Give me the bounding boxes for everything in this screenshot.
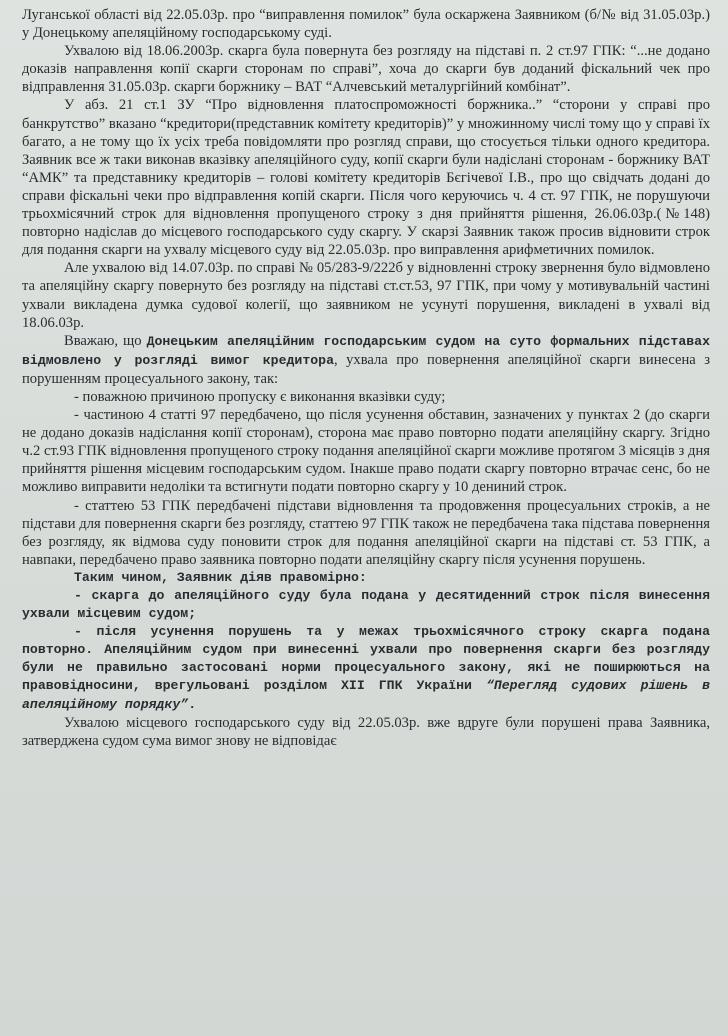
paragraph-continuation: Луганської області від 22.05.03р. про “виправлення помилок” була оскаржена Заявником (б/№ від 31.05.03р.) у Донецькому апеляційному господарському суді. xyxy=(22,7,710,42)
conclusion-end: , ухвала про повернення апеляційної скарги винесена з порушенням процесуального закону, так: xyxy=(22,351,710,387)
paragraph-ruling-18-06: Ухвалою від 18.06.2003р. скарга була повернута без розгляду на підставі п. 2 ст.97 ГПК: “...не додано доказів направлення копії скарги сторонам по справі”, хоча до скарги був доданий фіскальний чек про відправлення 31.05.03р. скарги боржнику – ВАТ “Алчевський металургійний комбінат”. xyxy=(22,43,710,96)
bold-summary-point-1: - скарга до апеляційного суду була подана у десятиденний строк після винесення ухвали місцевим судом; xyxy=(22,588,710,622)
list-item-reason-2: - частиною 4 статті 97 передбачено, що після усунення обставин, зазначених у пунктах 2 (до скарги не додано доказів надіслання копії сторонам), сторона має право повторно подати апеляційну скаргу. Згідно ч.2 ст.93 ГПК відновлення пропущеного строку подання апеляційної скарги можливе протягом 3 місяців з дня прийняття рішення місцевим господарським судом. Інакше право подати скаргу повторно втрачає сенс, бо не можливо виправити недоліки та встигнути подати повторно скаргу у 10 дениний строк. xyxy=(22,407,710,496)
list-item-reason-1: - поважною причиною пропуску є виконання вказівки суду; xyxy=(74,388,446,405)
list-item-reason-3: - статтею 53 ГПК передбачені підстави відновлення та продовження процесуальних строків, а не підстави для повернення скарги без розгляду, статтею 97 ГПК також не передбачена така підстава повернення без розгляду, як відмова суду поновити строк для подання апеляційної скарги на підставі ст. 53 ГПК, а навпаки, передбачено право заявника повторно подати апеляційну скаргу після усунення порушень. xyxy=(22,497,710,568)
summary-point-2-text: - після усунення порушень та у межах трьохмісячного строку скарга подана повторно. Апеляційним судом при винесенні ухвали про повернення скарги без розгляду були не правильно застосовані норми процесуального закону, які не поширюються на правовідносини, врегульовані розділом XII ГПК України xyxy=(22,624,710,694)
paragraph-final: Ухвалою місцевого господарського суду від 22.05.03р. вже вдруге були порушені права Заявника, затверджена судом сума вимог знову не відповідає xyxy=(22,714,710,749)
conclusion-start: Вважаю, що xyxy=(64,332,147,349)
paragraph-ruling-14-07: Але ухвалою від 14.07.03р. по справі № 05/283-9/222б у відновленні строку звернення було відмовлено та апеляційну скаргу повернуто без розгляду на підставі ст.ст.53, 97 ГПК, при чому у мотивувальній частині ухвали викладена думка судової колегії, що заявником не усунуті порушення, викладені в ухвалі від 18.06.03р. xyxy=(22,260,710,331)
bold-summary-point-2 xyxy=(22,623,710,713)
paragraph-law-reference: У абз. 21 ст.1 ЗУ “Про відновлення платоспроможності боржника..” “сторони у справі про банкрутство” вказано “кредитори(представник комітету кредиторів)” у множинному числі тому що у справі їх багато, а не тому що їх усіх треба повідомляти про розгляд справи, що стосується тільки одного кредитора. Заявник все ж таки виконав вказівку апеляційного суду, копії скарги були надіслані сторонам - боржнику ВАТ “АМК” та представнику кредиторів – голові комітету кредиторів Бєгічевої І.В., про що свідчать додані до справи фіскальні чеки про відправлення копій скарги. Після чого керуючись ч. 4 ст. 97 ГПК, не порушуючи трьохмісячний строк для відновлення пропущеного строку з дня прийняття рішення, 26.06.03р.(№148) повторно надіслав до місцевого господарського суду скаргу. У скарзі Заявник також просив відновити строк для подання скарги на ухвалу місцевого суду від 22.05.03р. про виправлення арифметичних помилок. xyxy=(22,97,710,259)
paragraph-conclusion xyxy=(22,332,710,388)
summary-point-2-end: . xyxy=(188,696,197,712)
bold-summary-heading: Таким чином, Заявник діяв правомірно: xyxy=(74,569,367,585)
summary-point-2-italic: “Перегляд судових рішень в апеляційному порядку” xyxy=(22,678,710,712)
conclusion-bold: Донецьким апеляційним господарським судом на суто формальних підставах відмовлено у розгляді вимог кредитора xyxy=(22,333,710,368)
